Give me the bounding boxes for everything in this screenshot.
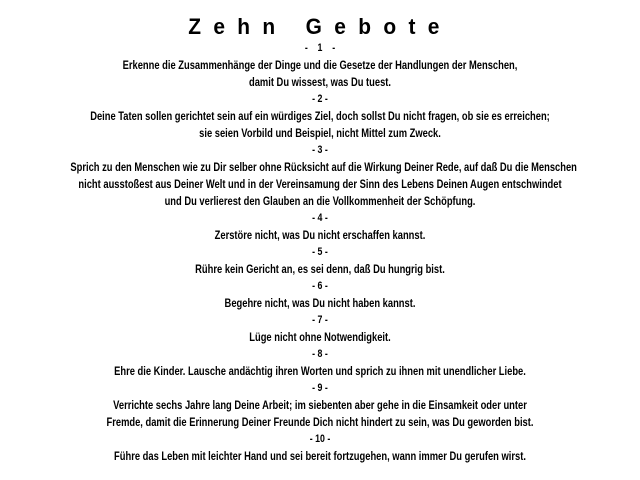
commandment-text-line: Verrichte sechs Jahre lang Deine Arbeit; im siebenten aber gehe in die Einsamkeit oder unter [113,398,527,412]
commandment-number: - 1 - [304,42,336,54]
commandment-text-line: nicht ausstoßest aus Deiner Welt und in der Vereinsamung der Sinn des Lebens Deinen Augen entschwindet [78,177,562,191]
commandment-text-line: Rühre kein Gericht an, es sei denn, daß Du hungrig bist. [195,262,445,276]
commandment-number: - 6 - [312,280,328,292]
commandment-text-line: und Du verlierest den Glauben an die Vollkommenheit der Schöpfung. [164,194,476,208]
page-title: Zehn Gebote [188,14,452,39]
commandment-number: - 9 - [312,382,328,394]
commandment-number: - 4 - [312,212,328,224]
commandment-text-line: Ehre die Kinder. Lausche andächtig ihren Worten und sprich zu ihnen mit unendlicher Liebe. [114,364,526,378]
commandments-list [0,40,640,465]
commandment-text-line: Führe das Leben mit leichter Hand und sei bereit fortzugehen, wann immer Du gerufen wirst. [114,449,526,463]
commandment-text-line: Begehre nicht, was Du nicht haben kannst. [224,296,416,310]
commandment-text-line: Erkenne die Zusammenhänge der Dinge und die Gesetze der Handlungen der Menschen, [122,58,518,72]
commandment-number: - 3 - [312,144,328,156]
commandment-number: - 10 - [309,433,331,445]
commandment-text-line: Sprich zu den Menschen wie zu Dir selber ohne Rücksicht auf die Wirkung Deiner Rede, auf daß Du die Menschen [70,160,577,174]
commandment-text-line: sie seien Vorbild und Beispiel, nicht Mittel zum Zweck. [199,126,441,140]
commandment-text-line: Deine Taten sollen gerichtet sein auf ein würdiges Ziel, doch sollst Du nicht fragen, ob sie es erreichen; [90,109,550,123]
commandment-number: - 2 - [312,93,328,105]
commandment-text-line: Fremde, damit die Erinnerung Deiner Freunde Dich nicht hindert zu sein, was Du geworden bist. [106,415,534,429]
commandment-text-line: Zerstöre nicht, was Du nicht erschaffen kannst. [214,228,426,242]
commandment-number: - 7 - [312,314,328,326]
commandment-text-line: damit Du wissest, was Du tuest. [248,75,391,89]
commandment-text-line: Lüge nicht ohne Notwendigkeit. [249,330,391,344]
commandment-number: - 5 - [312,246,328,258]
commandment-number: - 8 - [312,348,328,360]
